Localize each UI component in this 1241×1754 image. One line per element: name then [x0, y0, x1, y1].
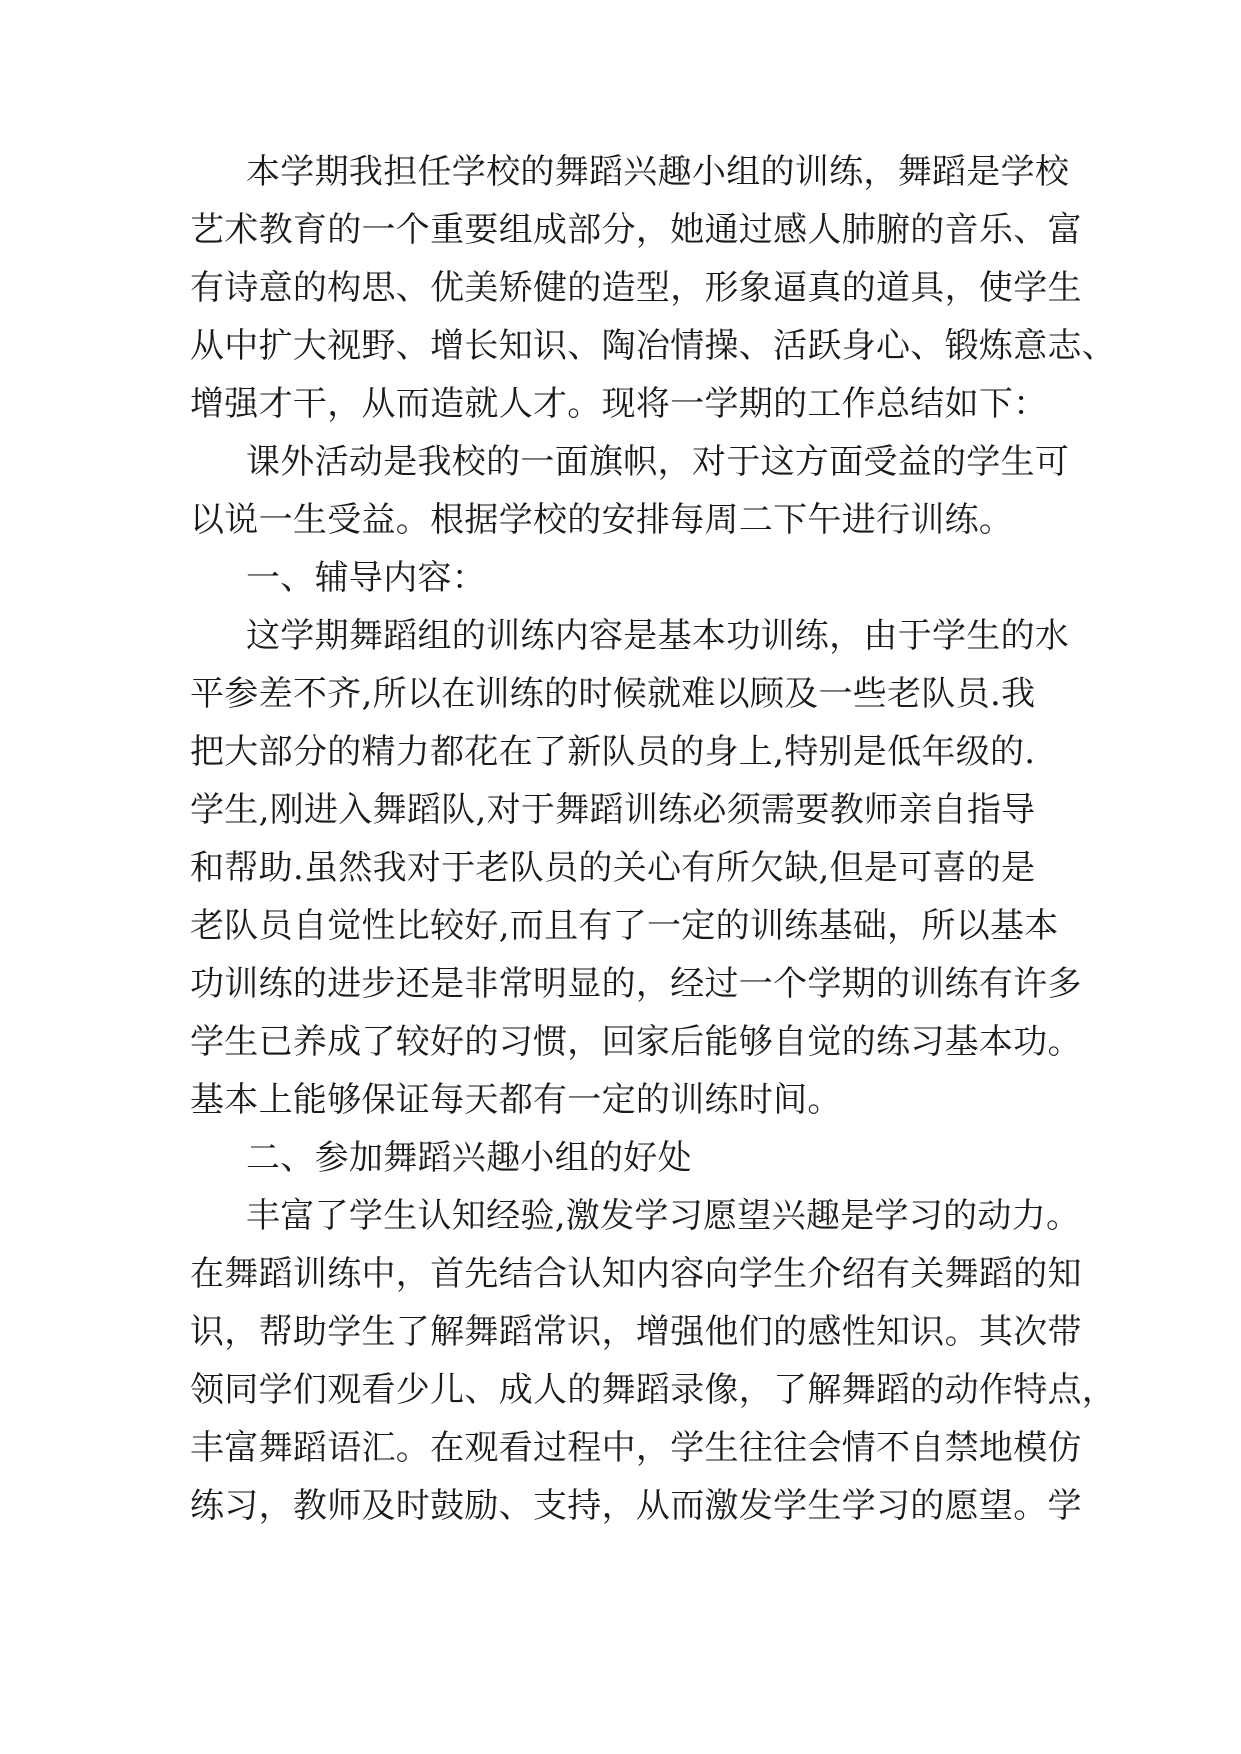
paragraph-1-line-3: 有诗意的构思、优美矫健的造型，形象逼真的道具，使学生 [190, 268, 1082, 308]
paragraph-3-line-4: 学生,刚进入舞蹈队,对于舞蹈训练必须需要教师亲自指导 [190, 790, 1036, 830]
paragraph-4-line-6: 练习，教师及时鼓励、支持，从而激发学生学习的愿望。学 [190, 1486, 1082, 1526]
paragraph-1-line-1: 本学期我担任学校的舞蹈兴趣小组的训练，舞蹈是学校 [246, 152, 1070, 192]
section-heading-1: 一、辅导内容： [246, 558, 487, 598]
paragraph-4-line-1: 丰富了学生认知经验,激发学习愿望兴趣是学习的动力。 [246, 1196, 1081, 1236]
paragraph-4-line-4: 领同学们观看少儿、成人的舞蹈录像，了解舞蹈的动作特点， [190, 1370, 1117, 1410]
paragraph-1-line-4: 从中扩大视野、增长知识、陶冶情操、活跃身心、锻炼意志、 [190, 326, 1117, 366]
paragraph-1-line-5: 增强才干，从而造就人才。现将一学期的工作总结如下： [190, 384, 1048, 424]
paragraph-1-line-2: 艺术教育的一个重要组成部分，她通过感人肺腑的音乐、富 [190, 210, 1082, 250]
paragraph-2-line-1: 课外活动是我校的一面旗帜，对于这方面受益的学生可 [246, 442, 1070, 482]
paragraph-3-line-7: 功训练的进步还是非常明显的，经过一个学期的训练有许多 [190, 964, 1082, 1004]
paragraph-3-line-8: 学生已养成了较好的习惯，回家后能够自觉的练习基本功。 [190, 1022, 1082, 1062]
paragraph-3-line-6: 老队员自觉性比较好,而且有了一定的训练基础，所以基本 [190, 906, 1059, 946]
paragraph-3-line-2: 平参差不齐,所以在训练的时候就难以顾及一些老队员.我 [190, 674, 1036, 714]
paragraph-4-line-2: 在舞蹈训练中，首先结合认知内容向学生介绍有关舞蹈的知 [190, 1254, 1082, 1294]
section-heading-2: 二、参加舞蹈兴趣小组的好处 [246, 1138, 692, 1178]
paragraph-2-line-2: 以说一生受益。根据学校的安排每周二下午进行训练。 [190, 500, 1014, 540]
paragraph-3-line-5: 和帮助.虽然我对于老队员的关心有所欠缺,但是可喜的是 [190, 848, 1036, 888]
paragraph-4-line-3: 识，帮助学生了解舞蹈常识，增强他们的感性知识。其次带 [190, 1312, 1082, 1352]
paragraph-3-line-9: 基本上能够保证每天都有一定的训练时间。 [190, 1080, 842, 1120]
paragraph-3-line-1: 这学期舞蹈组的训练内容是基本功训练，由于学生的水 [246, 616, 1070, 656]
paragraph-4-line-5: 丰富舞蹈语汇。在观看过程中，学生往往会情不自禁地模仿 [190, 1428, 1082, 1468]
paragraph-3-line-3: 把大部分的精力都花在了新队员的身上,特别是低年级的. [190, 732, 1036, 772]
